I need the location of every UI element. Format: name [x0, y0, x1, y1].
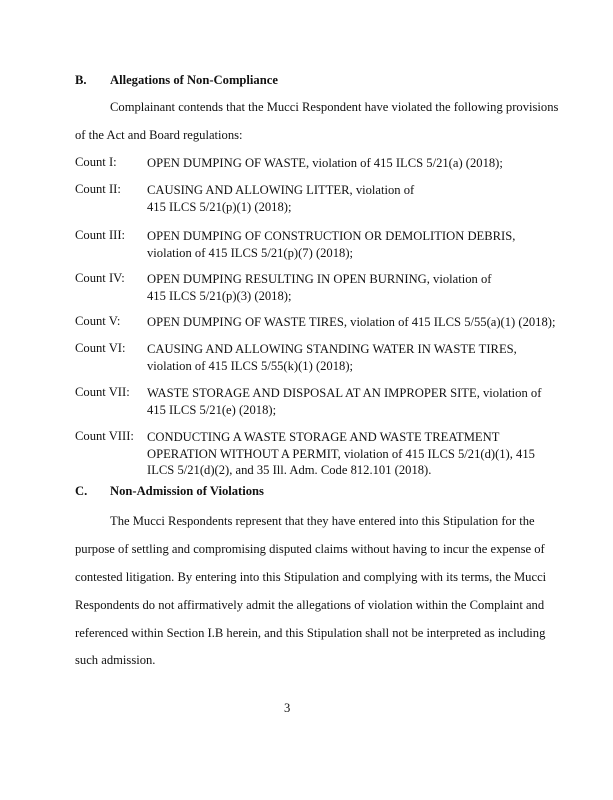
count-label: Count II:: [75, 182, 121, 196]
section-b-heading: Allegations of Non-Compliance: [110, 73, 278, 87]
count-label: Count III:: [75, 228, 126, 242]
count-label: Count IV:: [75, 271, 125, 285]
count-label: Count V:: [75, 314, 121, 328]
paragraph-line: referenced within Section I.B herein, and this Stipulation shall not be interpreted as including: [75, 626, 546, 640]
count-text-line: violation of 415 ILCS 5/55(k)(1) (2018);: [147, 358, 354, 373]
count-label: Count VI:: [75, 341, 126, 355]
count-text-line: 415 ILCS 5/21(p)(3) (2018);: [147, 288, 292, 303]
count-label: Count VII:: [75, 385, 130, 399]
section-c-letter: C.: [75, 484, 88, 498]
count-label: Count I:: [75, 155, 117, 169]
paragraph-line: purpose of settling and compromising disputed claims without having to incur the expense of: [75, 542, 545, 556]
paragraph-line: such admission.: [75, 653, 156, 667]
count-text-line: 415 ILCS 5/21(e) (2018);: [147, 402, 277, 417]
count-text-line: ILCS 5/21(d)(2), and 35 Ill. Adm. Code 812.101 (2018).: [147, 463, 432, 477]
section-b-letter: B.: [75, 73, 87, 87]
count-text-line: CAUSING AND ALLOWING LITTER, violation of: [147, 183, 415, 197]
count-label: Count VIII:: [75, 429, 134, 443]
paragraph-line: Respondents do not affirmatively admit the allegations of violation within the Complaint and: [75, 598, 545, 612]
paragraph-line: contested litigation. By entering into this Stipulation and complying with its terms, the Mucci: [75, 570, 547, 584]
count-text-line: WASTE STORAGE AND DISPOSAL AT AN IMPROPER SITE, violation of: [147, 386, 542, 400]
count-text-line: violation of 415 ILCS 5/21(p)(7) (2018);: [147, 245, 354, 260]
count-text-line: CONDUCTING A WASTE STORAGE AND WASTE TREATMENT: [147, 430, 500, 444]
page-number: 3: [284, 701, 291, 715]
intro-line: of the Act and Board regulations:: [75, 128, 243, 142]
count-text-line: 415 ILCS 5/21(p)(1) (2018);: [147, 199, 292, 214]
count-text-line: OPERATION WITHOUT A PERMIT, violation of 415 ILCS 5/21(d)(1), 415: [147, 446, 535, 461]
paragraph-line: The Mucci Respondents represent that they have entered into this Stipulation for the: [110, 514, 535, 528]
intro-line: Complainant contends that the Mucci Respondent have violated the following provisions: [110, 100, 559, 114]
count-text-line: OPEN DUMPING OF WASTE, violation of 415 ILCS 5/21(a) (2018);: [147, 156, 503, 170]
count-text-line: OPEN DUMPING RESULTING IN OPEN BURNING, violation of: [147, 272, 492, 286]
count-text-line: OPEN DUMPING OF CONSTRUCTION OR DEMOLITION DEBRIS,: [147, 229, 516, 243]
count-text-line: CAUSING AND ALLOWING STANDING WATER IN WASTE TIRES,: [147, 342, 517, 356]
section-c-heading: Non-Admission of Violations: [110, 484, 264, 498]
count-text-line: OPEN DUMPING OF WASTE TIRES, violation of 415 ILCS 5/55(a)(1) (2018);: [147, 315, 556, 329]
